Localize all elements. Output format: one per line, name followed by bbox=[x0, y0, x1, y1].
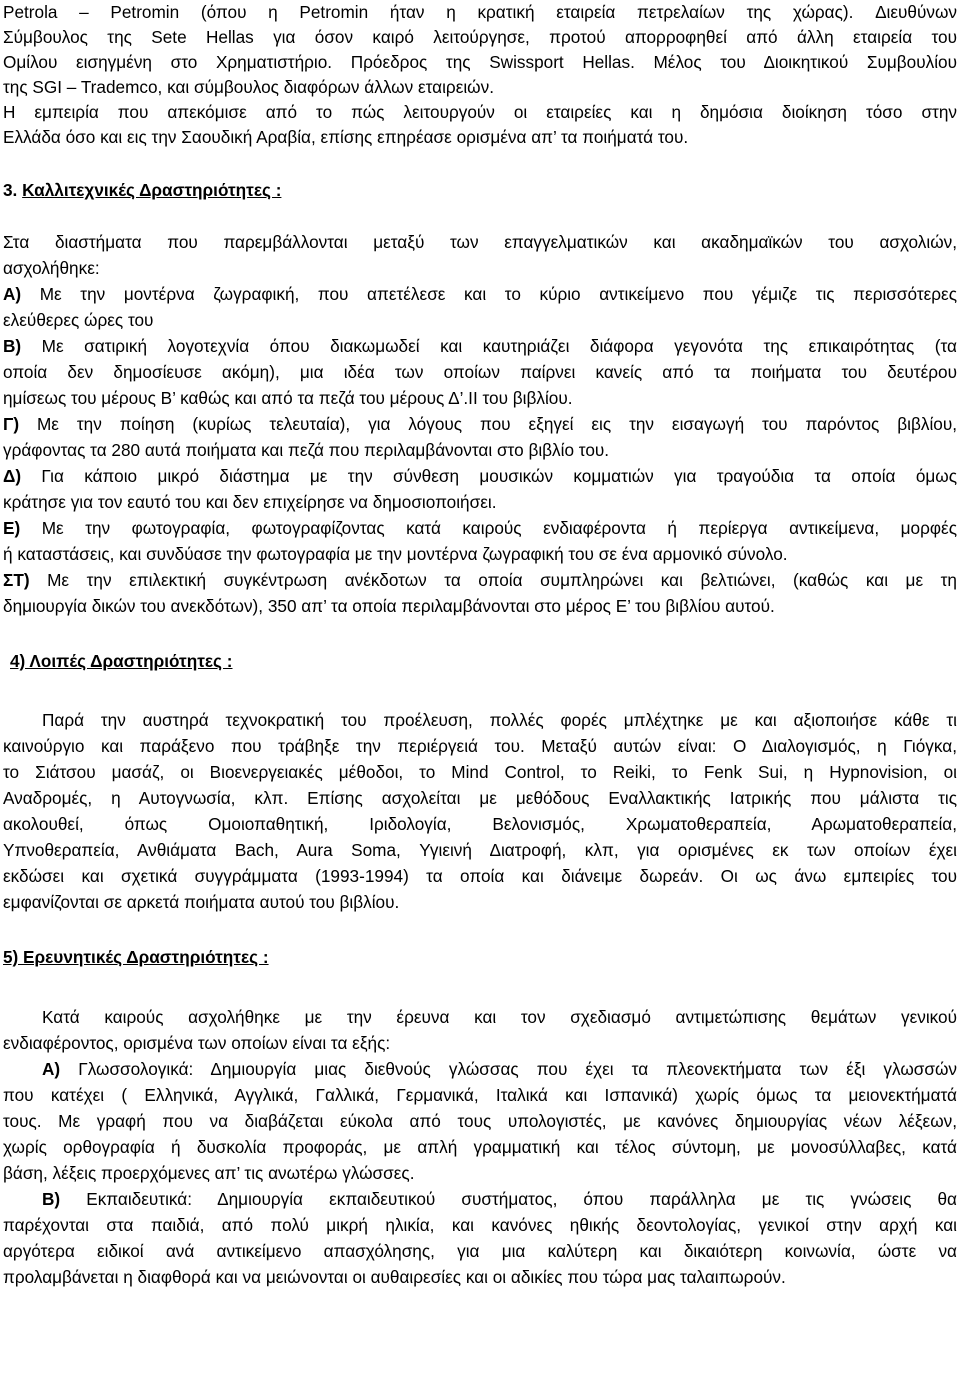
item-text: Με την μοντέρνα ζωγραφική, που απετέλεσε και το κύριο αντικείμενο που γέμιζε τις περισσότερες bbox=[39, 284, 957, 304]
list-item bbox=[3, 414, 957, 434]
text-line: που κατέχει ( Ελληνικά, Αγγλικά, Γαλλικά, Γερμανικά, Ιταλικά και Ισπανικά) χωρίς όμως τα μειονεκτήματά bbox=[3, 1085, 957, 1105]
item-text: Με την επιλεκτική συγκέντρωση ανέκδοτων τα οποία συμπληρώνει και βελτιώνει, (καθώς και με τη bbox=[47, 570, 957, 590]
text-line: βάση, λέξεις προερχόμενες απ’ τις ανωτέρω γλώσσες. bbox=[3, 1163, 415, 1183]
section-title: Καλλιτεχνικές Δραστηριότητες : bbox=[22, 180, 282, 200]
item-label: Γ) bbox=[3, 414, 20, 434]
text-line: Petrola – Petromin (όπου η Petromin ήταν η κρατική εταιρεία πετρελαίων της χώρας). Διευθύνων bbox=[3, 2, 957, 22]
list-item bbox=[3, 518, 957, 538]
item-label: Α) bbox=[42, 1059, 61, 1079]
section-title: 5) Ερευνητικές Δραστηριότητες : bbox=[3, 947, 269, 967]
item-text: Με σατιρική λογοτεχνία όπου διακωμωδεί και καυτηριάζει διάφορα γεγονότα της επικαιρότητας (τα bbox=[41, 336, 957, 356]
text-line: ασχολήθηκε: bbox=[3, 258, 100, 278]
text-line: Η εμπειρία που απεκόμισε από το πώς λειτουργούν οι εταιρείες και η δημόσια διοίκηση τόσο στην bbox=[3, 102, 957, 122]
text-line: δημιουργία δικών του ανεκδότων), 350 απ’ τα οποία περιλαμβάνονται στο μέρος Ε’ του βιβλίου αυτού. bbox=[3, 596, 775, 616]
text-line: προλαμβάνεται η διαφθορά και να μειώνονται οι αυθαιρεσίες και οι αδικίες που τώρα μας ταλαιπωρούν. bbox=[3, 1267, 786, 1287]
list-item bbox=[3, 284, 957, 304]
item-text: Γλωσσολογικά: Δημιουργία μιας διεθνούς γλώσσας που έχει τα πλεονεκτήματα των έξι γλωσσών bbox=[78, 1059, 957, 1079]
text-line: ή καταστάσεις, και συνδύασε την φωτογραφία με την μοντέρνα ζωγραφική του σε ένα αρμονικό σύνολο. bbox=[3, 544, 788, 564]
text-line: Ομίλου εισηγμένη στο Χρηματιστήριο. Πρόεδρος της Swissport Hellas. Μέλος του Διοικητικού Συμβουλίου bbox=[3, 52, 957, 72]
item-label: Δ) bbox=[3, 466, 22, 486]
text-line: Στα διαστήματα που παρεμβάλλονται μεταξύ των επαγγελματικών και ακαδημαϊκών του ασχολιών, bbox=[3, 232, 957, 252]
text-line: ακολουθεί, όπως Ομοιοπαθητική, Ιριδολογία, Βελονισμός, Χρωματοθεραπεία, Αρωματοθεραπεία, bbox=[3, 814, 957, 834]
text-line: γράφοντας τα 280 αυτά ποιήματα και πεζά που περιλαμβάνονται στο βιβλίο του. bbox=[3, 440, 610, 460]
item-label: Ε) bbox=[3, 518, 21, 538]
text-line: παρέχονται στα παιδιά, από πολύ μικρή ηλικία, και κανόνες ηθικής δεοντολογίας, γενικοί στην αρχή και bbox=[3, 1215, 957, 1235]
item-text: Για κάποιο μικρό διάστημα με την σύνθεση μουσικών κομματιών για τραγούδια τα οποία όμως bbox=[41, 466, 957, 486]
list-item bbox=[3, 336, 957, 356]
text-line: Ελλάδα όσο και εις την Σαουδική Αραβία, επίσης επηρέασε ορισμένα απ’ τα ποιήματά του. bbox=[3, 127, 689, 147]
text-line: οποία δεν δημοσίευσε ακόμη), μια ιδέα των οποίων παίρνει κανείς από τα ποιήματα του δευτέρου bbox=[3, 362, 957, 382]
text-line: εμφανίζονται σε αρκετά ποιήματα αυτού του βιβλίου. bbox=[3, 892, 400, 912]
list-item bbox=[42, 1189, 957, 1209]
text-line: αργότερα ειδικοί ανά αντικείμενο απασχόλησης, για μια καλύτερη και δικαιότερη κοινωνία, ώστε να bbox=[3, 1241, 957, 1261]
text-line: ελεύθερες ώρες του bbox=[3, 310, 154, 330]
section-number: 3. bbox=[3, 180, 18, 200]
item-text: Με την ποίηση (κυρίως τελευταία), για λόγους που εξηγεί εις την εισαγωγή του παρόντος βιβλίου, bbox=[36, 414, 957, 434]
text-line: χωρίς ορθογραφία ή δυσκολία προφοράς, με απλή γραμματική και τέλος σύντομη, με μονοσύλλαβες, κατά bbox=[3, 1137, 957, 1157]
text-line: Κατά καιρούς ασχολήθηκε με την έρευνα και τον σχεδιασμό αντιμετώπισης θεμάτων γενικού bbox=[42, 1007, 957, 1027]
section-heading bbox=[3, 180, 281, 200]
section-title: 4) Λοιπές Δραστηριότητες : bbox=[10, 651, 233, 671]
text-line: εκδώσει και σχετικά συγγράμματα (1993-1994) τα οποία και διάνειμε δωρεάν. Οι ως άνω εμπειρίες του bbox=[3, 866, 957, 886]
item-label: ΣΤ) bbox=[3, 570, 30, 590]
list-item bbox=[3, 570, 957, 590]
text-line: Υπνοθεραπεία, Ανθιάματα Bach, Aura Soma, Υγιεινή Διατροφή, κλπ, για ορισμένες εκ των οποίων έχει bbox=[3, 840, 957, 860]
list-item bbox=[42, 1059, 957, 1079]
text-line: ενδιαφέροντος, ορισμένα των οποίων είναι τα εξής: bbox=[3, 1033, 391, 1053]
text-line: τους. Με γραφή που να διαβάζεται εύκολα από τους υπολογιστές, με κανόνες δημιουργίας νέων λέξεων, bbox=[3, 1111, 957, 1131]
item-text: Με την φωτογραφία, φωτογραφίζοντας κατά καιρούς ενδιαφέροντα ή περίεργα αντικείμενα, μορφές bbox=[41, 518, 957, 538]
item-label: Β) bbox=[3, 336, 22, 356]
text-line: Αναδρομές, η Αυτογνωσία, κλπ. Επίσης ασχολείται με μεθόδους Εναλλακτικής Ιατρικής που μάλιστα τις bbox=[3, 788, 957, 808]
text-line: Παρά την αυστηρά τεχνοκρατική του προέλευση, πολλές φορές μπλέχτηκε με και αξιοποιήσε κάθε τι bbox=[42, 710, 957, 730]
text-line: καινούργιο και παράξενο που τράβηξε την περιέργειά του. Μεταξύ αυτών είναι: Ο Διαλογισμός, η Γιόγκα, bbox=[3, 736, 957, 756]
text-line: της SGI – Trademco, και σύμβουλος διαφόρων άλλων εταιρειών. bbox=[3, 77, 494, 97]
text-line: κράτησε για τον εαυτό του και δεν επιχείρησε να δημοσιοποιήσει. bbox=[3, 492, 497, 512]
text-line: το Σιάτσου μασάζ, οι Βιοενεργειακές μέθοδοι, το Mind Control, το Reiki, το Fenk Sui, η Hypnovision, οι bbox=[3, 762, 957, 782]
list-item bbox=[3, 466, 957, 486]
text-line: ημίσεως του μέρους Β’ καθώς και από τα πεζά του μέρους Δ’.ΙΙ του βιβλίου. bbox=[3, 388, 573, 408]
item-label: Β) bbox=[42, 1189, 61, 1209]
item-text: Εκπαιδευτικά: Δημιουργία εκπαιδευτικού συστήματος, όπου παράλληλα με τις γνώσεις θα bbox=[86, 1189, 957, 1209]
item-label: Α) bbox=[3, 284, 22, 304]
text-line: Σύμβουλος της Sete Hellas για όσον καιρό λειτούργησε, προτού απορροφηθεί από άλλη εταιρεία του bbox=[3, 27, 957, 47]
